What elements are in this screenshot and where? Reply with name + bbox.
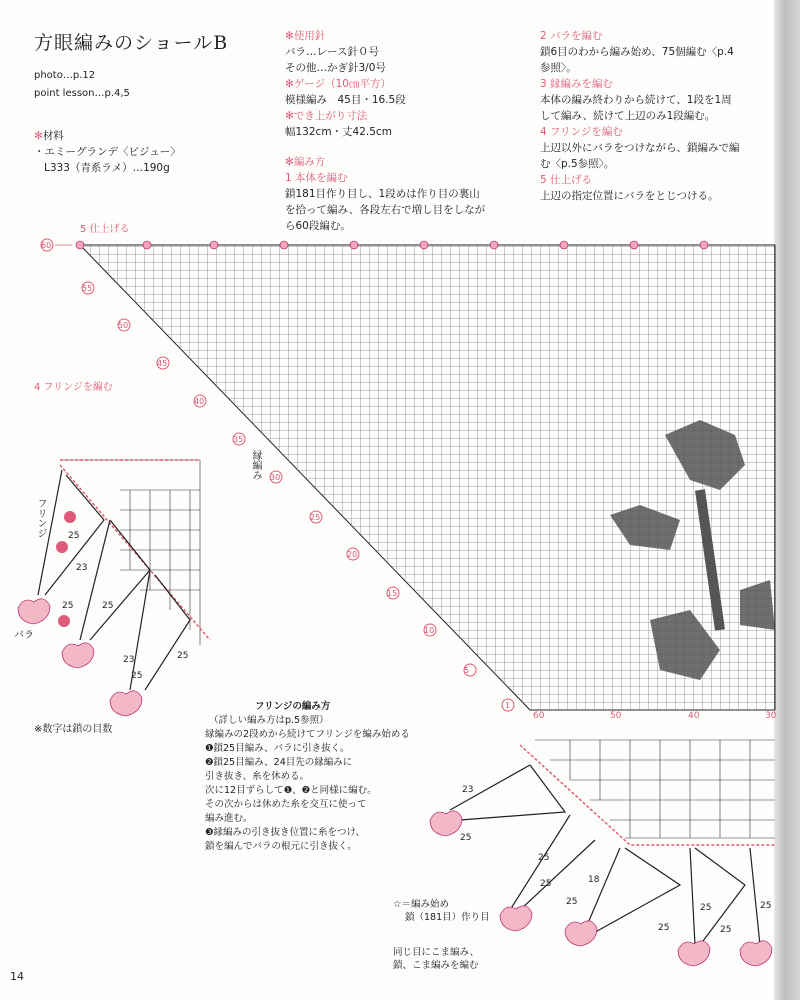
howto-heading: 編み方 xyxy=(293,156,326,168)
step1-line3: ら60段編む。 xyxy=(285,220,351,232)
materials-line2: L333（青系ラメ）…190g xyxy=(44,162,170,174)
rose-label: バラ xyxy=(14,630,34,641)
point-lesson-ref: point lesson…p.4,5 xyxy=(34,88,130,99)
step4-title: 4 フリンジを編む xyxy=(540,126,623,138)
legend-start: ☆＝編み始め xyxy=(393,899,450,910)
row-label: 20 xyxy=(347,550,358,559)
fringe-label: 4 フリンジを編む xyxy=(34,382,113,393)
row-label: 35 xyxy=(233,435,244,444)
row-label: 25 xyxy=(310,513,321,522)
row-label: 45 xyxy=(157,359,168,368)
size-heading: でき上がり寸法 xyxy=(293,110,368,122)
col-label: 30 xyxy=(765,711,777,721)
legend-block xyxy=(393,898,490,972)
row-label: 40 xyxy=(194,397,205,406)
fringe-method-l4: 引き抜き、糸を休める。 xyxy=(205,771,310,782)
row-label: 10 xyxy=(424,626,435,635)
size-line1: 幅132cm・丈42.5cm xyxy=(285,126,392,138)
chain-count: 23 xyxy=(76,563,88,573)
fringe-method-heading: フリンジの編み方 xyxy=(255,701,331,712)
chain-count: 25 xyxy=(460,833,472,843)
gauge-heading: ゲージ（10㎝平方） xyxy=(293,78,391,90)
legend-joined: 同じ目にこま編み、 xyxy=(393,947,480,958)
fringe-method-l6: その次からは休めた糸を交互に使って xyxy=(205,799,367,810)
fringe-method-l1: 縁編みの2段めから続けてフリンジを編み始める xyxy=(205,729,410,740)
step2-line2: 参照〉。 xyxy=(540,62,577,74)
fringe-vertical-label: フリンジ xyxy=(35,498,46,538)
chain-count: 25 xyxy=(177,651,189,661)
chain-count: 25 xyxy=(760,901,772,911)
page-number: 14 xyxy=(10,970,24,983)
page-binding-edge xyxy=(774,0,800,1000)
col-label: 40 xyxy=(688,711,700,721)
step3-line1: 本体の編み終わりから続けて、1段を1周 xyxy=(540,94,732,106)
fringe-method-l7: 編み進む。 xyxy=(205,813,253,824)
chain-count: 25 xyxy=(538,853,550,863)
row-label: 30 xyxy=(270,473,281,482)
chain-count: 25 xyxy=(700,903,712,913)
chain-count: 18 xyxy=(588,875,600,885)
materials-block: ✻材料 ・エミーグランデ〈ビジュー〉 L333（青系ラメ）…190g xyxy=(34,130,181,174)
step2-title: 2 バラを編む xyxy=(540,30,603,42)
row-label: 15 xyxy=(387,589,398,598)
col-label: 50 xyxy=(610,711,622,721)
photo-ref: photo…p.12 xyxy=(34,70,96,81)
needles-heading: 使用針 xyxy=(293,30,326,42)
page-title: 方眼編みのショールB xyxy=(34,32,229,54)
needles-line1: バラ…レース針０号 xyxy=(285,46,379,58)
row-label: 55 xyxy=(82,284,93,293)
fringe-method-l9: 鎖を編んでバラの根元に引き抜く。 xyxy=(205,841,357,852)
chain-count: 25 xyxy=(68,531,80,541)
row-label: 50 xyxy=(118,321,129,330)
chain-count: 25 xyxy=(540,879,552,889)
finish-label: 5 仕上げる xyxy=(80,224,130,235)
row-label: 5 xyxy=(464,666,470,675)
chain-count: 23 xyxy=(123,655,135,665)
howto-block: ✻編み方 1 本体を編む 鎖181目作り目し、1段めは作り目の裏山 を拾って編み、各段左右で増し目をしなが ら60段編む。 xyxy=(285,156,486,232)
needles-line2: その他…かぎ針3/0号 xyxy=(285,62,386,74)
fringe-method-l3: ❷鎖25目編み、24目先の縁編みに xyxy=(205,757,353,768)
chain-count: 25 xyxy=(720,925,732,935)
step4-line2: む〈p.5参照〉。 xyxy=(540,158,615,170)
legend-start2: 鎖（181目）作り目 xyxy=(405,912,490,923)
left-fringe-diagram xyxy=(0,430,260,730)
steps-block xyxy=(540,28,770,204)
gauge-line1: 模様編み 45目・16.5段 xyxy=(285,94,406,106)
step3-title: 3 縁編みを編む xyxy=(540,78,614,90)
step1-line2: を拾って編み、各段左右で増し目をしなが xyxy=(285,204,486,216)
col-label: 60 xyxy=(533,711,545,721)
chain-count: 23 xyxy=(462,785,474,795)
chain-count: 25 xyxy=(131,671,143,681)
fringe-method-sub: （詳しい編み方はp.5参照） xyxy=(209,715,329,726)
fringe-method-l5: 次に12目ずらして❶、❷と同様に編む。 xyxy=(205,785,377,796)
legend-joined2: 鎖、こま編みを編む xyxy=(393,960,479,971)
step5-title: 5 仕上げる xyxy=(540,174,593,186)
edge-label: 縁編み xyxy=(250,450,261,480)
step1-title: 1 本体を編む xyxy=(285,172,348,184)
chain-count: 25 xyxy=(102,601,114,611)
chain-count: 25 xyxy=(62,601,74,611)
materials-heading: 材料 xyxy=(42,130,64,142)
step5-line1: 上辺の指定位置にバラをとじつける。 xyxy=(540,190,719,202)
step3-line2: して編み、続けて上辺のみ1段編む。 xyxy=(540,110,716,122)
materials-line1: ・エミーグランデ〈ビジュー〉 xyxy=(34,146,181,158)
needles-block: ✻使用針 バラ…レース針０号 その他…かぎ針3/0号 ✻ゲージ（10㎝平方） 模様編み 45目・16.5段 ✻でき上がり寸法 幅132cm・丈42.5cm xyxy=(285,30,406,138)
chain-count: 25 xyxy=(566,897,578,907)
fringe-method-block xyxy=(205,700,410,854)
chain-count: 25 xyxy=(658,923,670,933)
fringe-method-l2: ❶鎖25目編み、バラに引き抜く。 xyxy=(205,743,350,754)
chain-count-note: ※数字は鎖の目数 xyxy=(34,724,113,735)
row-label: 1 xyxy=(505,701,511,710)
step1-line1: 鎖181目作り目し、1段めは作り目の裏山 xyxy=(285,188,480,200)
fringe-chains xyxy=(38,470,190,690)
step4-line1: 上辺以外にバラをつけながら、鎖編みで編 xyxy=(540,142,740,154)
fringe-method-l8: ❸縁編みの引き抜き位置に糸をつけ、 xyxy=(205,827,366,838)
step2-line1: 鎖6目のわから編み始め、75個編む〈p.4 xyxy=(540,46,734,58)
row-label: 60 xyxy=(41,241,52,250)
